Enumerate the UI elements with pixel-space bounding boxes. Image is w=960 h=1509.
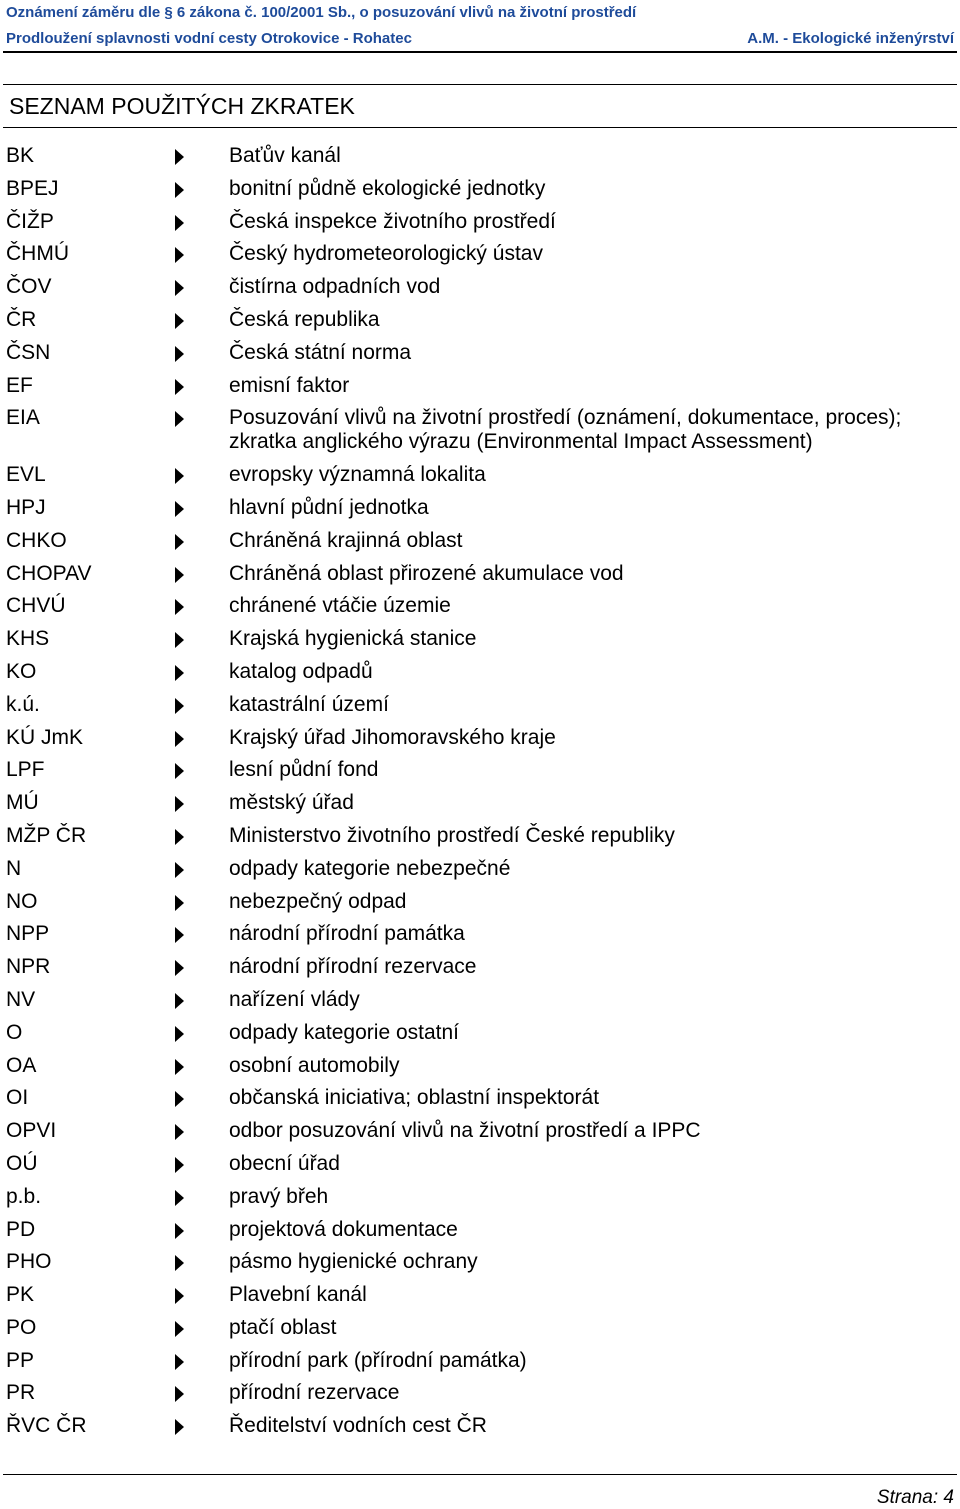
abbreviation-term: OA	[6, 1053, 37, 1077]
page-number: Strana: 4	[876, 1487, 954, 1508]
abbreviation-meaning: nebezpečný odpad	[229, 889, 407, 913]
abbreviation-term: k.ú.	[6, 692, 40, 716]
abbreviation-meaning: katalog odpadů	[229, 659, 373, 683]
abbreviation-row	[0, 140, 960, 173]
abbreviation-row	[0, 206, 960, 239]
triangle-right-icon	[175, 215, 184, 231]
abbreviation-row	[0, 886, 960, 919]
abbreviation-meaning: Česká státní norma	[229, 340, 412, 364]
abbreviation-row	[0, 656, 960, 689]
abbreviation-meaning: Posuzování vlivů na životní prostředí (oznámení, dokumentace, proces); zkratka anglického výrazu (Environmental Impact Assessment)	[229, 406, 902, 454]
abbreviation-meaning: pásmo hygienické ochrany	[229, 1250, 478, 1274]
abbreviation-term: OI	[6, 1086, 29, 1110]
abbreviation-term: PHO	[6, 1250, 52, 1274]
abbreviation-meaning: nařízení vlády	[229, 987, 360, 1011]
abbreviation-meaning: městský úřad	[229, 791, 354, 815]
abbreviation-meaning: odpady kategorie nebezpečné	[229, 856, 511, 880]
abbreviation-row	[0, 1410, 960, 1443]
abbreviation-meaning: odpady kategorie ostatní	[229, 1020, 459, 1044]
abbreviation-meaning: občanská iniciativa; oblastní inspektorát	[229, 1086, 600, 1110]
abbreviation-term: EVL	[6, 463, 46, 487]
abbreviation-row	[0, 1082, 960, 1115]
abbreviation-row	[0, 623, 960, 656]
abbreviation-term: PP	[6, 1348, 35, 1372]
abbreviation-meaning: pravý břeh	[229, 1184, 329, 1208]
abbreviation-term: KHS	[6, 627, 50, 651]
abbreviation-term: O	[6, 1020, 23, 1044]
abbreviation-row	[0, 590, 960, 623]
abbreviation-row	[0, 951, 960, 984]
header-author: A.M. - Ekologické inženýrství	[747, 30, 954, 47]
abbreviation-term: PK	[6, 1283, 35, 1307]
footer-divider	[3, 1474, 957, 1475]
triangle-right-icon	[175, 829, 184, 845]
abbreviation-term: ČHMÚ	[6, 242, 69, 266]
abbreviation-term: NPR	[6, 955, 51, 979]
abbreviation-meaning: Baťův kanál	[229, 144, 341, 167]
abbreviation-row	[0, 558, 960, 591]
abbreviation-row	[0, 525, 960, 558]
section-title-box	[3, 84, 957, 128]
abbreviation-row	[0, 754, 960, 787]
abbreviation-meaning: Krajský úřad Jihomoravského kraje	[229, 725, 556, 749]
abbreviation-term: CHKO	[6, 528, 67, 552]
abbreviation-meaning: Chráněná oblast přirozené akumulace vod	[229, 561, 624, 585]
abbreviation-term: BK	[6, 144, 35, 167]
abbreviation-term: EIA	[6, 406, 40, 430]
abbreviation-term: BPEJ	[6, 176, 59, 200]
abbreviation-meaning: Ministerstvo životního prostředí České republiky	[229, 823, 675, 847]
abbreviation-meaning: projektová dokumentace	[229, 1217, 458, 1241]
abbreviation-term: PD	[6, 1217, 36, 1241]
abbreviation-meaning: národní přírodní památka	[229, 922, 465, 946]
header-divider	[3, 51, 957, 53]
triangle-right-icon	[175, 1059, 184, 1075]
abbreviation-meaning: hlavní půdní jednotka	[229, 495, 429, 519]
abbreviation-meaning: katastrální území	[229, 692, 389, 716]
triangle-right-icon	[175, 280, 184, 296]
abbreviation-term: HPJ	[6, 495, 46, 519]
abbreviation-term: ČOV	[6, 275, 52, 299]
triangle-right-icon	[175, 1255, 184, 1271]
abbreviation-row	[0, 787, 960, 820]
abbreviation-row	[0, 459, 960, 492]
abbreviation-row	[0, 1214, 960, 1247]
abbreviation-term: NV	[6, 987, 36, 1011]
triangle-right-icon	[175, 1354, 184, 1370]
abbreviation-term: ŘVC ČR	[6, 1414, 87, 1438]
abbreviation-term: KÚ JmK	[6, 725, 84, 749]
abbreviation-term: NO	[6, 889, 38, 913]
abbreviation-row	[0, 1181, 960, 1214]
abbreviation-meaning: lesní půdní fond	[229, 758, 379, 782]
triangle-right-icon	[175, 182, 184, 198]
abbreviation-row	[0, 1345, 960, 1378]
abbreviation-term: LPF	[6, 758, 45, 782]
triangle-right-icon	[175, 731, 184, 747]
abbreviation-row	[0, 689, 960, 722]
triangle-right-icon	[175, 763, 184, 779]
triangle-right-icon	[175, 1157, 184, 1173]
triangle-right-icon	[175, 1288, 184, 1304]
abbreviation-row	[0, 1377, 960, 1410]
abbreviation-term: CHVÚ	[6, 594, 66, 618]
triangle-right-icon	[175, 1419, 184, 1435]
triangle-right-icon	[175, 1223, 184, 1239]
abbreviation-meaning: chránené vtáčie územie	[229, 594, 451, 618]
triangle-right-icon	[175, 665, 184, 681]
abbreviation-term: ČIŽP	[6, 209, 54, 233]
abbreviation-meaning: Ředitelství vodních cest ČR	[229, 1414, 487, 1438]
abbreviation-term: OÚ	[6, 1151, 38, 1175]
abbreviation-row	[0, 271, 960, 304]
abbreviation-meaning: osobní automobily	[229, 1053, 400, 1077]
triangle-right-icon	[175, 993, 184, 1009]
triangle-right-icon	[175, 698, 184, 714]
abbreviation-list	[0, 140, 960, 1443]
abbreviation-row	[0, 370, 960, 403]
abbreviation-meaning: Plavební kanál	[229, 1283, 367, 1307]
abbreviation-term: p.b.	[6, 1184, 42, 1208]
abbreviation-row	[0, 853, 960, 886]
abbreviation-meaning: obecní úřad	[229, 1151, 340, 1175]
header-project-name: Prodloužení splavnosti vodní cesty Otrokovice - Rohatec	[6, 30, 412, 47]
abbreviation-term: N	[6, 856, 22, 880]
abbreviation-meaning: Krajská hygienická stanice	[229, 627, 477, 651]
abbreviation-row	[0, 402, 960, 459]
abbreviation-term: ČR	[6, 307, 37, 331]
abbreviation-meaning: Česká inspekce životního prostředí	[229, 209, 556, 233]
abbreviation-row	[0, 1246, 960, 1279]
abbreviation-meaning: Chráněná krajinná oblast	[229, 528, 463, 552]
triangle-right-icon	[175, 149, 184, 165]
triangle-right-icon	[175, 599, 184, 615]
triangle-right-icon	[175, 1091, 184, 1107]
triangle-right-icon	[175, 1026, 184, 1042]
triangle-right-icon	[175, 313, 184, 329]
triangle-right-icon	[175, 960, 184, 976]
triangle-right-icon	[175, 632, 184, 648]
triangle-right-icon	[175, 1190, 184, 1206]
abbreviation-term: OPVI	[6, 1119, 57, 1143]
abbreviation-term: PO	[6, 1315, 37, 1339]
triangle-right-icon	[175, 501, 184, 517]
abbreviation-term: PR	[6, 1381, 36, 1405]
triangle-right-icon	[175, 534, 184, 550]
abbreviation-row	[0, 337, 960, 370]
abbreviation-row	[0, 820, 960, 853]
abbreviation-term: MŽP ČR	[6, 823, 87, 847]
abbreviation-row	[0, 722, 960, 755]
triangle-right-icon	[175, 1386, 184, 1402]
abbreviation-meaning: Česká republika	[229, 307, 380, 331]
triangle-right-icon	[175, 796, 184, 812]
triangle-right-icon	[175, 1124, 184, 1140]
abbreviation-row	[0, 173, 960, 206]
triangle-right-icon	[175, 862, 184, 878]
abbreviation-row	[0, 304, 960, 337]
abbreviation-row	[0, 1050, 960, 1083]
abbreviation-term: KO	[6, 659, 37, 683]
abbreviation-meaning: bonitní půdně ekologické jednotky	[229, 176, 546, 200]
triangle-right-icon	[175, 346, 184, 362]
abbreviation-term: EF	[6, 373, 33, 397]
abbreviation-term: ČSN	[6, 340, 51, 364]
abbreviation-meaning: Český hydrometeorologický ústav	[229, 242, 543, 266]
abbreviation-term: CHOPAV	[6, 561, 92, 585]
triangle-right-icon	[175, 411, 184, 427]
abbreviation-row	[0, 1017, 960, 1050]
abbreviation-meaning: čistírna odpadních vod	[229, 275, 441, 299]
abbreviation-row	[0, 984, 960, 1017]
page-title: SEZNAM POUŽITÝCH ZKRATEK	[9, 93, 355, 119]
triangle-right-icon	[175, 468, 184, 484]
triangle-right-icon	[175, 927, 184, 943]
header-document-type: Oznámení záměru dle § 6 zákona č. 100/2001 Sb., o posuzování vlivů na životní prostředí	[6, 4, 637, 21]
abbreviation-row	[0, 238, 960, 271]
triangle-right-icon	[175, 567, 184, 583]
abbreviation-term: MÚ	[6, 791, 39, 815]
abbreviation-meaning: přírodní park (přírodní památka)	[229, 1348, 527, 1372]
abbreviation-row	[0, 1312, 960, 1345]
abbreviation-meaning: ptačí oblast	[229, 1315, 337, 1339]
abbreviation-row	[0, 492, 960, 525]
triangle-right-icon	[175, 1321, 184, 1337]
triangle-right-icon	[175, 247, 184, 263]
abbreviation-meaning: přírodní rezervace	[229, 1381, 400, 1405]
abbreviation-meaning: národní přírodní rezervace	[229, 955, 477, 979]
abbreviation-meaning: emisní faktor	[229, 373, 350, 397]
abbreviation-row	[0, 1115, 960, 1148]
abbreviation-row	[0, 918, 960, 951]
abbreviation-meaning: evropsky významná lokalita	[229, 463, 486, 487]
triangle-right-icon	[175, 895, 184, 911]
triangle-right-icon	[175, 379, 184, 395]
abbreviation-row	[0, 1279, 960, 1312]
abbreviation-term: NPP	[6, 922, 50, 946]
abbreviation-meaning: odbor posuzování vlivů na životní prostředí a IPPC	[229, 1119, 701, 1143]
abbreviation-row	[0, 1148, 960, 1181]
